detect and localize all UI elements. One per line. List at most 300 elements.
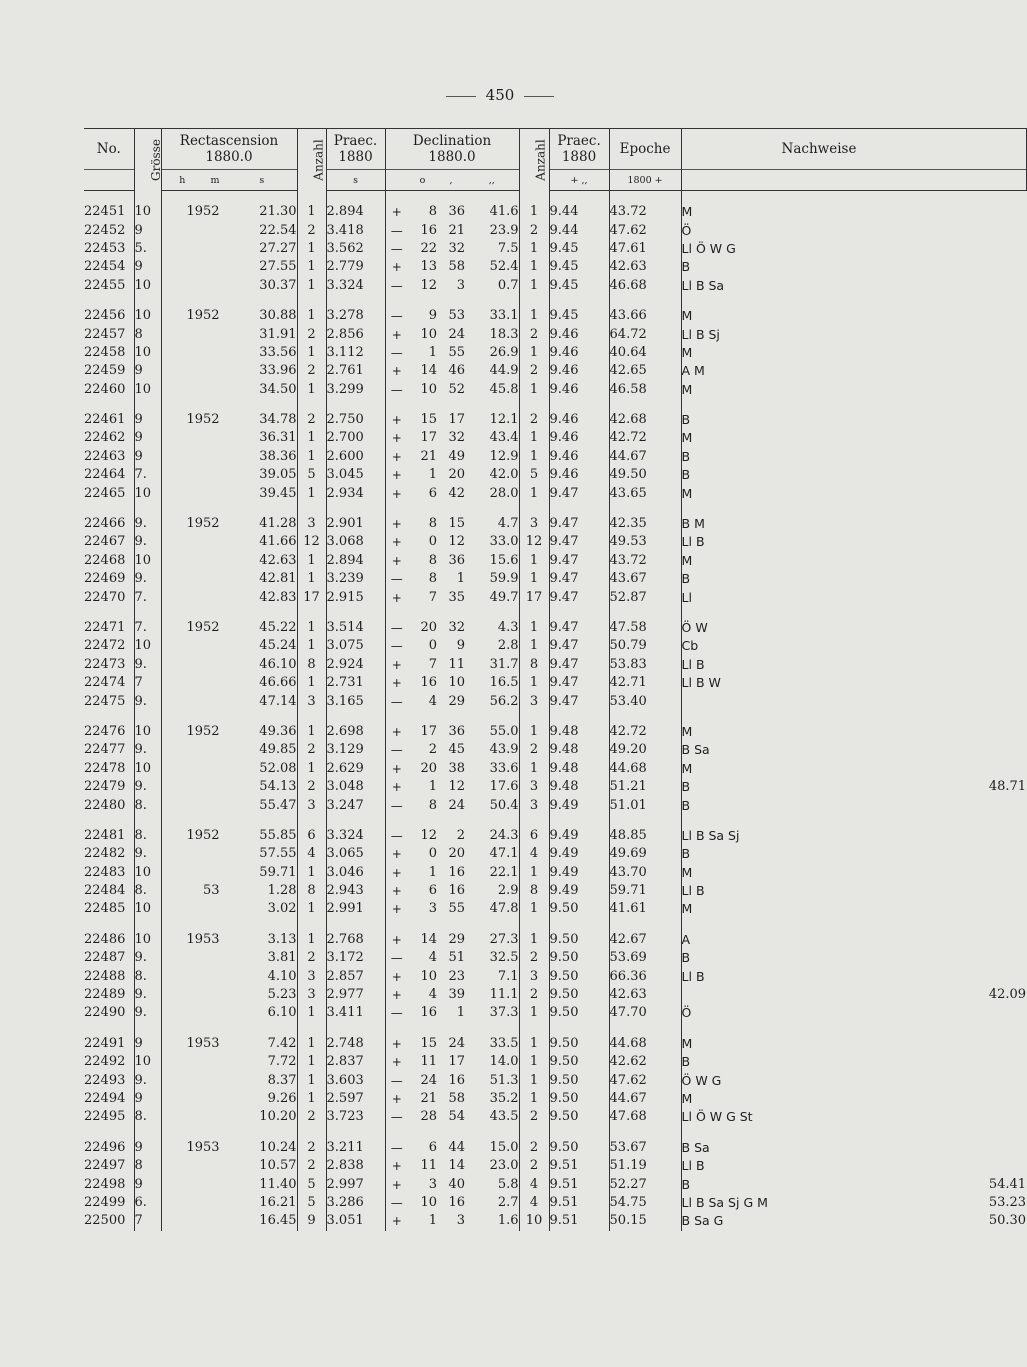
- references-cell: Ll Ö W G St: [681, 1108, 856, 1126]
- star-number-cell: 22456: [84, 308, 126, 324]
- table-row: [84, 203, 1026, 221]
- ra-hours-cell: [161, 845, 203, 863]
- extra-epoch-cell: [856, 1090, 1026, 1108]
- ra-hours-cell: [161, 1090, 203, 1108]
- dec-precession-cell: 9.47: [549, 533, 609, 551]
- ra-seconds-cell: 30.88: [259, 308, 297, 324]
- dec-seconds-cell: 32.5: [489, 950, 519, 966]
- ra-minutes-cell: 53: [203, 1139, 220, 1155]
- ra-count-cell: 8: [297, 882, 326, 900]
- epoch-cell: 44.68: [609, 760, 681, 778]
- ra-precession-cell: 3.278: [326, 307, 385, 325]
- ra-precession-cell: 3.048: [326, 778, 385, 796]
- ra-count-cell: 1: [297, 240, 326, 258]
- references-cell: M: [681, 900, 856, 918]
- references-cell: [681, 986, 856, 1004]
- ra-precession-cell: 3.129: [326, 741, 385, 759]
- dec-seconds-cell: 59.9: [489, 571, 519, 587]
- header-nachweise: Nachweise: [681, 129, 1026, 170]
- magnitude-cell: 9.: [134, 656, 161, 674]
- extra-epoch-cell: [856, 203, 1026, 221]
- ra-minutes-cell: 52: [203, 723, 220, 739]
- ra-seconds-cell: 10.20: [259, 1109, 297, 1125]
- star-number-cell: 22500: [84, 1213, 126, 1229]
- dec-minutes-cell: 44: [448, 1139, 466, 1155]
- table-row: [84, 429, 1026, 447]
- references-cell: Ö: [681, 1004, 856, 1022]
- group-spacer: [84, 399, 1026, 411]
- dec-degrees-cell: 16: [420, 1005, 438, 1021]
- ra-minutes-cell: 52: [203, 620, 220, 635]
- dec-sign-cell: —: [385, 1139, 408, 1157]
- dec-sign-cell: +: [385, 533, 408, 551]
- table-row: [84, 1175, 1026, 1193]
- star-number-cell: 22489: [84, 987, 126, 1003]
- table-row: [84, 484, 1026, 502]
- ra-hours-cell: [161, 1004, 203, 1022]
- dec-seconds-cell: 15.0: [489, 1139, 519, 1155]
- dec-degrees-cell: 3: [428, 1176, 438, 1192]
- dec-seconds-cell: 33.1: [489, 308, 519, 324]
- dec-precession-cell: 9.49: [549, 827, 609, 845]
- dec-minutes-cell: 36: [448, 552, 466, 568]
- magnitude-cell: 7.: [134, 466, 161, 484]
- ra-count-cell: 3: [297, 986, 326, 1004]
- magnitude-cell: 9: [134, 1175, 161, 1193]
- ra-count-cell: 1: [297, 484, 326, 502]
- ra-count-cell: 2: [297, 1157, 326, 1175]
- extra-epoch-cell: [856, 429, 1026, 447]
- ra-precession-cell: 3.286: [326, 1194, 385, 1212]
- references-cell: M: [681, 1090, 856, 1108]
- epoch-cell: 47.68: [609, 1108, 681, 1126]
- subheader-s: s: [227, 170, 297, 191]
- star-number-cell: 22494: [84, 1090, 126, 1106]
- dec-precession-cell: 9.46: [549, 325, 609, 343]
- table-row: [84, 1194, 1026, 1212]
- extra-epoch-cell: [856, 240, 1026, 258]
- ra-seconds-cell: 3.13: [267, 931, 297, 947]
- extra-epoch-cell: [856, 362, 1026, 380]
- extra-epoch-cell: [856, 1139, 1026, 1157]
- references-cell: B: [681, 1175, 856, 1193]
- dec-seconds-cell: 22.1: [489, 864, 519, 880]
- dec-minutes-cell: 35: [448, 589, 466, 605]
- references-cell: Ll Ö W G: [681, 240, 856, 258]
- dec-seconds-cell: 55.0: [489, 723, 519, 739]
- group-spacer: [84, 503, 1026, 515]
- ra-minutes-cell: [203, 1157, 227, 1175]
- ra-minutes-cell: [203, 1071, 227, 1089]
- extra-epoch-cell: [856, 741, 1026, 759]
- ra-hours-cell: 19: [161, 411, 203, 429]
- table-row: [84, 931, 1026, 949]
- dec-precession-cell: 9.51: [549, 1212, 609, 1230]
- ra-hours-cell: [161, 1071, 203, 1089]
- ra-minutes-cell: [203, 674, 227, 692]
- dec-precession-cell: 9.50: [549, 1053, 609, 1071]
- ra-hours-cell: 19: [161, 203, 203, 221]
- dec-sign-cell: +: [385, 900, 408, 918]
- extra-epoch-cell: [856, 619, 1026, 637]
- ra-count-cell: 2: [297, 778, 326, 796]
- dec-count-cell: 2: [519, 221, 549, 239]
- ra-minutes-cell: [203, 325, 227, 343]
- magnitude-cell: 10: [134, 900, 161, 918]
- ra-seconds-cell: 41.28: [259, 516, 297, 532]
- epoch-cell: 53.83: [609, 656, 681, 674]
- table-row: [84, 1053, 1026, 1071]
- magnitude-cell: 10: [134, 277, 161, 295]
- dec-sign-cell: +: [385, 845, 408, 863]
- epoch-cell: 48.85: [609, 827, 681, 845]
- ra-precession-cell: 2.991: [326, 900, 385, 918]
- dec-minutes-cell: 14: [448, 1158, 466, 1174]
- dec-minutes-cell: 16: [448, 1072, 466, 1088]
- table-row: [84, 741, 1026, 759]
- dec-minutes-cell: 40: [448, 1176, 466, 1192]
- ra-precession-cell: 3.562: [326, 240, 385, 258]
- ra-count-cell: 1: [297, 570, 326, 588]
- header-epoche: Epoche: [609, 129, 681, 170]
- dec-seconds-cell: 14.0: [489, 1054, 519, 1070]
- dec-degrees-cell: 10: [420, 326, 438, 342]
- ra-hours-cell: [161, 258, 203, 276]
- dec-degrees-cell: 7: [428, 589, 438, 605]
- magnitude-cell: 10: [134, 203, 161, 221]
- dec-precession-cell: 9.50: [549, 986, 609, 1004]
- ra-count-cell: 1: [297, 1035, 326, 1053]
- epoch-cell: 54.75: [609, 1194, 681, 1212]
- epoch-cell: 43.66: [609, 307, 681, 325]
- extra-epoch-cell: [856, 588, 1026, 606]
- star-number-cell: 22470: [84, 589, 126, 605]
- dec-degrees-cell: 20: [420, 760, 438, 776]
- ra-count-cell: 3: [297, 692, 326, 710]
- subheader-praec-unit: s: [326, 170, 385, 191]
- ra-precession-cell: 2.901: [326, 515, 385, 533]
- ra-count-cell: 1: [297, 674, 326, 692]
- table-row: [84, 466, 1026, 484]
- star-number-cell: 22451: [84, 204, 126, 220]
- dec-precession-cell: 9.49: [549, 864, 609, 882]
- dec-minutes-cell: 29: [448, 931, 466, 947]
- dec-count-cell: 3: [519, 796, 549, 814]
- ra-hours-cell: 19: [161, 307, 203, 325]
- dec-sign-cell: +: [385, 1157, 408, 1175]
- dec-count-cell: 1: [519, 381, 549, 399]
- ra-seconds-cell: 55.47: [259, 797, 297, 813]
- dec-sign-cell: —: [385, 637, 408, 655]
- extra-epoch-cell: [856, 674, 1026, 692]
- ra-count-cell: 1: [297, 1090, 326, 1108]
- magnitude-cell: 9.: [134, 1071, 161, 1089]
- dec-precession-cell: 9.47: [549, 570, 609, 588]
- dec-count-cell: 1: [519, 448, 549, 466]
- extra-epoch-cell: [856, 466, 1026, 484]
- dec-degrees-cell: 6: [428, 485, 438, 501]
- extra-epoch-cell: [856, 221, 1026, 239]
- ra-precession-cell: 2.977: [326, 986, 385, 1004]
- star-number-cell: 22471: [84, 620, 126, 635]
- ra-minutes-cell: 53: [203, 1035, 220, 1051]
- ra-minutes-cell: [203, 381, 227, 399]
- ra-count-cell: 5: [297, 1175, 326, 1193]
- magnitude-cell: 8.: [134, 827, 161, 845]
- ra-count-cell: 1: [297, 864, 326, 882]
- ra-seconds-cell: 57.55: [259, 846, 297, 862]
- ra-precession-cell: 2.894: [326, 552, 385, 570]
- dec-precession-cell: 9.47: [549, 552, 609, 570]
- ra-hours-cell: [161, 570, 203, 588]
- extra-epoch-cell: [856, 656, 1026, 674]
- ra-hours-cell: [161, 1157, 203, 1175]
- references-cell: M: [681, 760, 856, 778]
- magnitude-cell: 8.: [134, 967, 161, 985]
- dec-degrees-cell: 0: [428, 846, 438, 862]
- ra-count-cell: 1: [297, 307, 326, 325]
- ra-minutes-cell: [203, 637, 227, 655]
- magnitude-cell: 10: [134, 307, 161, 325]
- ra-hours-cell: [161, 637, 203, 655]
- dec-precession-cell: 9.50: [549, 931, 609, 949]
- magnitude-cell: 7.: [134, 588, 161, 606]
- dec-seconds-cell: 31.7: [489, 656, 519, 672]
- ra-seconds-cell: 3.81: [267, 950, 297, 966]
- ra-precession-cell: 3.051: [326, 1212, 385, 1230]
- star-number-cell: 22499: [84, 1194, 126, 1210]
- dec-count-cell: 1: [519, 258, 549, 276]
- star-number-cell: 22459: [84, 363, 126, 379]
- dec-seconds-cell: 11.1: [489, 987, 519, 1003]
- dec-sign-cell: +: [385, 1053, 408, 1071]
- ra-precession-cell: 2.761: [326, 362, 385, 380]
- magnitude-cell: 6.: [134, 1194, 161, 1212]
- ra-minutes-cell: [203, 362, 227, 380]
- dec-precession-cell: 9.46: [549, 411, 609, 429]
- ra-minutes-cell: [203, 258, 227, 276]
- magnitude-cell: 9: [134, 1139, 161, 1157]
- dec-count-cell: 17: [519, 588, 549, 606]
- references-cell: B: [681, 845, 856, 863]
- ra-hours-cell: [161, 760, 203, 778]
- dec-precession-cell: 9.50: [549, 967, 609, 985]
- extra-epoch-cell: [856, 1053, 1026, 1071]
- ra-hours-cell: [161, 778, 203, 796]
- dec-precession-cell: 9.50: [549, 1071, 609, 1089]
- dec-precession-cell: 9.45: [549, 240, 609, 258]
- group-spacer: [84, 295, 1026, 307]
- epoch-cell: 66.36: [609, 967, 681, 985]
- ra-hours-cell: [161, 692, 203, 710]
- epoch-cell: 64.72: [609, 325, 681, 343]
- header-praec-2: Praec. 1880: [549, 129, 609, 170]
- ra-hours-cell: [161, 277, 203, 295]
- ra-count-cell: 1: [297, 552, 326, 570]
- ra-minutes-cell: [203, 466, 227, 484]
- extra-epoch-cell: [856, 1035, 1026, 1053]
- star-number-cell: 22480: [84, 797, 126, 813]
- ra-precession-cell: 2.856: [326, 325, 385, 343]
- ra-precession-cell: 3.172: [326, 949, 385, 967]
- dec-sign-cell: +: [385, 1035, 408, 1053]
- dec-seconds-cell: 42.0: [489, 467, 519, 483]
- references-cell: B: [681, 949, 856, 967]
- star-number-cell: 22465: [84, 485, 126, 501]
- magnitude-cell: 9: [134, 411, 161, 429]
- star-number-cell: 22473: [84, 656, 126, 672]
- ra-minutes-cell: [203, 1053, 227, 1071]
- ra-hours-cell: [161, 864, 203, 882]
- magnitude-cell: 7.: [134, 619, 161, 637]
- ra-minutes-cell: [203, 760, 227, 778]
- table-row: [84, 570, 1026, 588]
- ra-minutes-cell: [203, 1090, 227, 1108]
- table-row: [84, 362, 1026, 380]
- references-cell: Ll B W: [681, 674, 856, 692]
- ra-seconds-cell: 10.57: [259, 1158, 297, 1174]
- ra-minutes-cell: [203, 484, 227, 502]
- dec-sign-cell: +: [385, 484, 408, 502]
- table-row: [84, 1004, 1026, 1022]
- epoch-cell: 42.71: [609, 674, 681, 692]
- dec-count-cell: 1: [519, 931, 549, 949]
- ra-count-cell: 1: [297, 723, 326, 741]
- ra-minutes-cell: 53: [203, 931, 220, 947]
- dec-seconds-cell: 56.2: [489, 693, 519, 709]
- subheader-min: ,: [437, 170, 465, 191]
- star-number-cell: 22467: [84, 534, 126, 550]
- table-row: [84, 986, 1026, 1004]
- ra-minutes-cell: [203, 845, 227, 863]
- star-number-cell: 22484: [84, 883, 126, 899]
- ra-count-cell: 12: [297, 533, 326, 551]
- ra-seconds-cell: 7.42: [267, 1035, 297, 1051]
- dec-degrees-cell: 17: [420, 430, 438, 446]
- subheader-praec2-unit: + ,,: [549, 170, 609, 191]
- dec-seconds-cell: 27.3: [489, 931, 519, 947]
- ra-minutes-cell: 52: [203, 827, 220, 843]
- dec-count-cell: 4: [519, 845, 549, 863]
- ra-minutes-cell: [203, 796, 227, 814]
- dec-count-cell: 1: [519, 723, 549, 741]
- ra-count-cell: 1: [297, 429, 326, 447]
- subheader-deg: o: [408, 170, 437, 191]
- star-number-cell: 22478: [84, 760, 126, 776]
- dec-minutes-cell: 58: [448, 1090, 466, 1106]
- dec-sign-cell: —: [385, 344, 408, 362]
- dec-precession-cell: 9.50: [549, 1139, 609, 1157]
- dec-sign-cell: +: [385, 864, 408, 882]
- ra-count-cell: 2: [297, 1139, 326, 1157]
- dec-degrees-cell: 12: [420, 827, 438, 843]
- dec-precession-cell: 9.47: [549, 692, 609, 710]
- dec-degrees-cell: 4: [428, 950, 438, 966]
- dec-precession-cell: 9.47: [549, 515, 609, 533]
- ra-precession-cell: 2.915: [326, 588, 385, 606]
- ra-precession-cell: 2.748: [326, 1035, 385, 1053]
- dec-seconds-cell: 43.4: [489, 430, 519, 446]
- dec-seconds-cell: 33.5: [489, 1035, 519, 1051]
- star-number-cell: 22453: [84, 240, 126, 256]
- dec-count-cell: 1: [519, 619, 549, 637]
- references-cell: M: [681, 344, 856, 362]
- ra-count-cell: 1: [297, 637, 326, 655]
- dec-precession-cell: 9.47: [549, 588, 609, 606]
- dec-count-cell: 2: [519, 986, 549, 1004]
- magnitude-cell: 9: [134, 1090, 161, 1108]
- extra-epoch-cell: [856, 949, 1026, 967]
- dec-count-cell: 5: [519, 466, 549, 484]
- ra-seconds-cell: 27.27: [259, 240, 297, 256]
- dec-seconds-cell: 43.5: [489, 1109, 519, 1125]
- ra-count-cell: 1: [297, 619, 326, 637]
- epoch-cell: 49.53: [609, 533, 681, 551]
- dec-sign-cell: +: [385, 882, 408, 900]
- epoch-cell: 43.72: [609, 552, 681, 570]
- dec-minutes-cell: 17: [448, 412, 466, 428]
- ra-count-cell: 2: [297, 325, 326, 343]
- dec-sign-cell: —: [385, 1108, 408, 1126]
- references-cell: Ll: [681, 588, 856, 606]
- ra-hours-cell: [161, 1212, 203, 1230]
- dec-count-cell: 1: [519, 760, 549, 778]
- dec-minutes-cell: 24: [448, 797, 466, 813]
- dec-seconds-cell: 2.7: [497, 1194, 519, 1210]
- dec-degrees-cell: 13: [420, 259, 438, 275]
- star-number-cell: 22468: [84, 552, 126, 568]
- epoch-cell: 50.15: [609, 1212, 681, 1230]
- extra-epoch-cell: [856, 900, 1026, 918]
- ra-hours-cell: [161, 325, 203, 343]
- magnitude-cell: 9.: [134, 986, 161, 1004]
- ra-count-cell: 1: [297, 1053, 326, 1071]
- dec-degrees-cell: 14: [420, 931, 438, 947]
- ra-precession-cell: 2.837: [326, 1053, 385, 1071]
- dec-seconds-cell: 23.0: [489, 1158, 519, 1174]
- star-number-cell: 22490: [84, 1005, 126, 1021]
- dec-sign-cell: —: [385, 570, 408, 588]
- ra-seconds-cell: 33.56: [259, 344, 297, 360]
- ra-hours-cell: [161, 1053, 203, 1071]
- epoch-cell: 59.71: [609, 882, 681, 900]
- ra-hours-cell: [161, 221, 203, 239]
- magnitude-cell: 9.: [134, 845, 161, 863]
- references-cell: B: [681, 466, 856, 484]
- dec-precession-cell: 9.47: [549, 674, 609, 692]
- ra-hours-cell: [161, 448, 203, 466]
- magnitude-cell: 10: [134, 864, 161, 882]
- table-row: [84, 637, 1026, 655]
- extra-epoch-cell: 42.09: [988, 987, 1027, 1003]
- star-number-cell: 22486: [84, 931, 126, 947]
- ra-seconds-cell: 45.22: [259, 620, 297, 635]
- dec-degrees-cell: 8: [428, 552, 438, 568]
- dec-count-cell: 2: [519, 949, 549, 967]
- table-row: [84, 674, 1026, 692]
- dec-count-cell: 1: [519, 1035, 549, 1053]
- ra-count-cell: 2: [297, 221, 326, 239]
- dec-degrees-cell: 6: [428, 883, 438, 899]
- ra-precession-cell: 2.629: [326, 760, 385, 778]
- ra-count-cell: 8: [297, 656, 326, 674]
- ra-seconds-cell: 39.05: [259, 467, 297, 483]
- magnitude-cell: 8: [134, 325, 161, 343]
- ra-minutes-cell: [203, 1194, 227, 1212]
- star-number-cell: 22455: [84, 277, 126, 293]
- references-cell: B Sa: [681, 1139, 856, 1157]
- ra-seconds-cell: 46.66: [259, 675, 297, 691]
